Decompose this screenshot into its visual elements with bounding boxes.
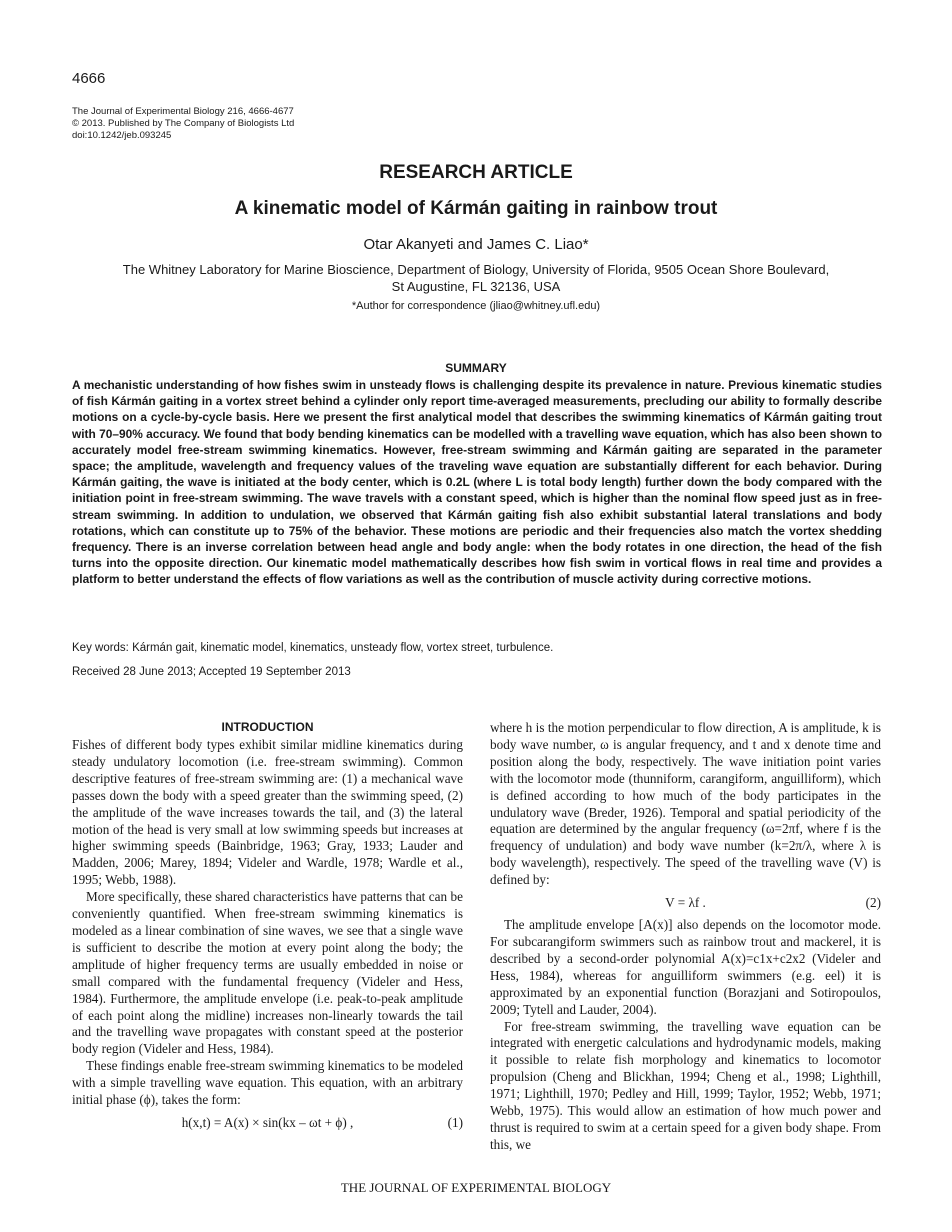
equation-text: V = λf . (665, 895, 706, 911)
article-type: RESEARCH ARTICLE (379, 162, 573, 183)
authors: Otar Akanyeti and James C. Liao* (363, 236, 589, 253)
equation-2 (490, 889, 881, 917)
affiliation-line: St Augustine, FL 32136, USA (391, 279, 561, 294)
left-column (72, 737, 463, 1137)
paragraph: These findings enable free-stream swimming kinematics to be modeled with a simple travelling wave equation. This equation, with an arbitrary initial phase (ϕ), takes the form: (72, 1058, 463, 1108)
correspondence-note: *Author for correspondence (jliao@whitney.ufl.edu) (351, 300, 601, 312)
equation-number: (1) (447, 1114, 463, 1130)
doi-line: doi:10.1242/jeb.093245 (72, 130, 172, 141)
affiliation-line: The Whitney Laboratory for Marine Bioscience, Department of Biology, University of Florida, 9505 Ocean Shore Boulevard, (122, 262, 830, 277)
paragraph: where h is the motion perpendicular to flow direction, A is amplitude, k is body wave number, ω is angular frequency, and t and x denote time and position along the body, respectively. The wave initiation point varies with the locomotor mode (thunniform, carangiform, anguilliform), which is defined according to how much of the body participates in the undulatory wave (Breder, 1926). Temporal and spatial periodicity of the equation are determined by the angular frequency (ω=2πf, where f is the frequency of undulation) and body wave number (k=2π/λ, where λ is body wavelength), respectively. The speed of the travelling wave (V) is defined by: (490, 720, 881, 888)
paragraph: Fishes of different body types exhibit similar midline kinematics during steady undulatory locomotion (i.e. free-stream swimming). Common descriptive features of free-stream swimming are: (1) a mechanical wave passes down the body with a speed greater than the swimming speed, (2) the amplitude of the wave increases towards the tail, and (3) the lateral motion of the head is very small at low swimming speeds but increases at higher swimming speeds (Bainbridge, 1963; Gray, 1933; Lauder and Madden, 2006; Marey, 1894; Videler and Wardle, 1978; Wardle et al., 1995; Webb, 1988). (72, 737, 463, 888)
right-column (490, 720, 881, 1154)
introduction-heading: INTRODUCTION (221, 720, 314, 734)
journal-citation: The Journal of Experimental Biology 216, 4666-4677 (72, 106, 294, 117)
summary-body: A mechanistic understanding of how fishes swim in unsteady flows is challenging despite its prevalence in nature. Previous kinematic studies of fish Kármán gaiting in a vortex street behind a cylinder only report time-averaged measurements, precluding our ability to formally describe motions on a cycle-by-cycle basis. Here we present the first analytical model that describes the swimming kinematics of Kármán gaiting trout with 70–90% accuracy. We found that body bending kinematics can be modelled with a travelling wave equation, which has also been shown to accurately model free-stream swimming kinematics. However, free-stream swimming and Kármán gaiting are separated in the parameter space; the amplitude, wavelength and frequency values of the traveling wave equation are substantially different for each behavior. During Kármán gaiting, the wave is initiated at the body center, which is 0.2L (where L is total body length) further down the body compared with the initiation point in free-stream swimming. The wave travels with a constant speed, which is higher than the nominal flow speed just as in free-stream swimming. In addition to undulation, we observed that Kármán gaiting fish also exhibit substantial lateral translations and body rotations, which can constitute up to 75% of the behavior. These motions are periodic and their frequencies also match the vortex shedding frequency. There is an inverse correlation between head angle and body angle: when the body rotates in one direction, the head of the fish turns into the opposite direction. Our kinematic model mathematically describes how fish swim in vortical flows in real time and provides a platform to better understand the effects of flow variations as well as the contribution of muscle activity during corrective motions. (72, 378, 882, 587)
equation-number: (2) (865, 895, 881, 911)
paragraph: More specifically, these shared characteristics have patterns that can be conveniently quantified. When free-stream swimming kinematics is modeled as a linear combination of sine waves, we see that a single wave is sufficient to describe the motion at every point along the body; the amplitude of higher frequency terms are usually embedded in noise or small compared with the fundamental frequency (Videler and Hess, 1984). Furthermore, the amplitude envelope (i.e. peak-to-peak amplitude of each point along the midline) increases non-linearly towards the tail and the travelling wave propagates with constant speed at the posterior body region (Videler and Hess, 1984). (72, 889, 463, 1057)
paragraph: For free-stream swimming, the travelling wave equation can be integrated with energetic calculations and hydrodynamic models, making it possible to relate fish morphology and kinematics to locomotor propulsion (Cheng and Blickhan, 1994; Cheng et al., 1998; Lighthill, 1971; Lighthill, 1970; Pedley and Hill, 1999; Taylor, 1952; Webb, 1971; Webb, 1975). This would allow an estimation of how much power and thrust is required to swim at a certain speed for a given body shape. From this, we (490, 1018, 881, 1152)
journal-footer: THE JOURNAL OF EXPERIMENTAL BIOLOGY (340, 1180, 612, 1195)
copyright-line: © 2013. Published by The Company of Biologists Ltd (72, 118, 295, 129)
paragraph: The amplitude envelope [A(x)] also depends on the locomotor mode. For subcarangiform swimmers such as rainbow trout and mackerel, it is described by a second-order polynomial A(x)=c1x+c2x2 (Videler and Hess, 1984), whereas for anguilliform swimmers (e.g. eel) it is approximated by an exponential function (Borazjani and Sotiropoulos, 2009; Tytell and Lauder, 2004). (490, 917, 881, 1017)
summary-heading: SUMMARY (445, 361, 507, 375)
article-title: A kinematic model of Kármán gaiting in rainbow trout (234, 198, 718, 219)
keywords: Key words: Kármán gait, kinematic model, kinematics, unsteady flow, vortex street, turbulence. (72, 642, 554, 654)
received-dates: Received 28 June 2013; Accepted 19 September 2013 (72, 666, 351, 678)
page-number: 4666 (72, 70, 106, 87)
equation-text: h(x,t) = A(x) × sin(kx – ωt + ϕ) , (181, 1114, 354, 1130)
equation-1 (72, 1109, 463, 1137)
affiliation (90, 261, 862, 295)
journal-meta (72, 106, 294, 142)
